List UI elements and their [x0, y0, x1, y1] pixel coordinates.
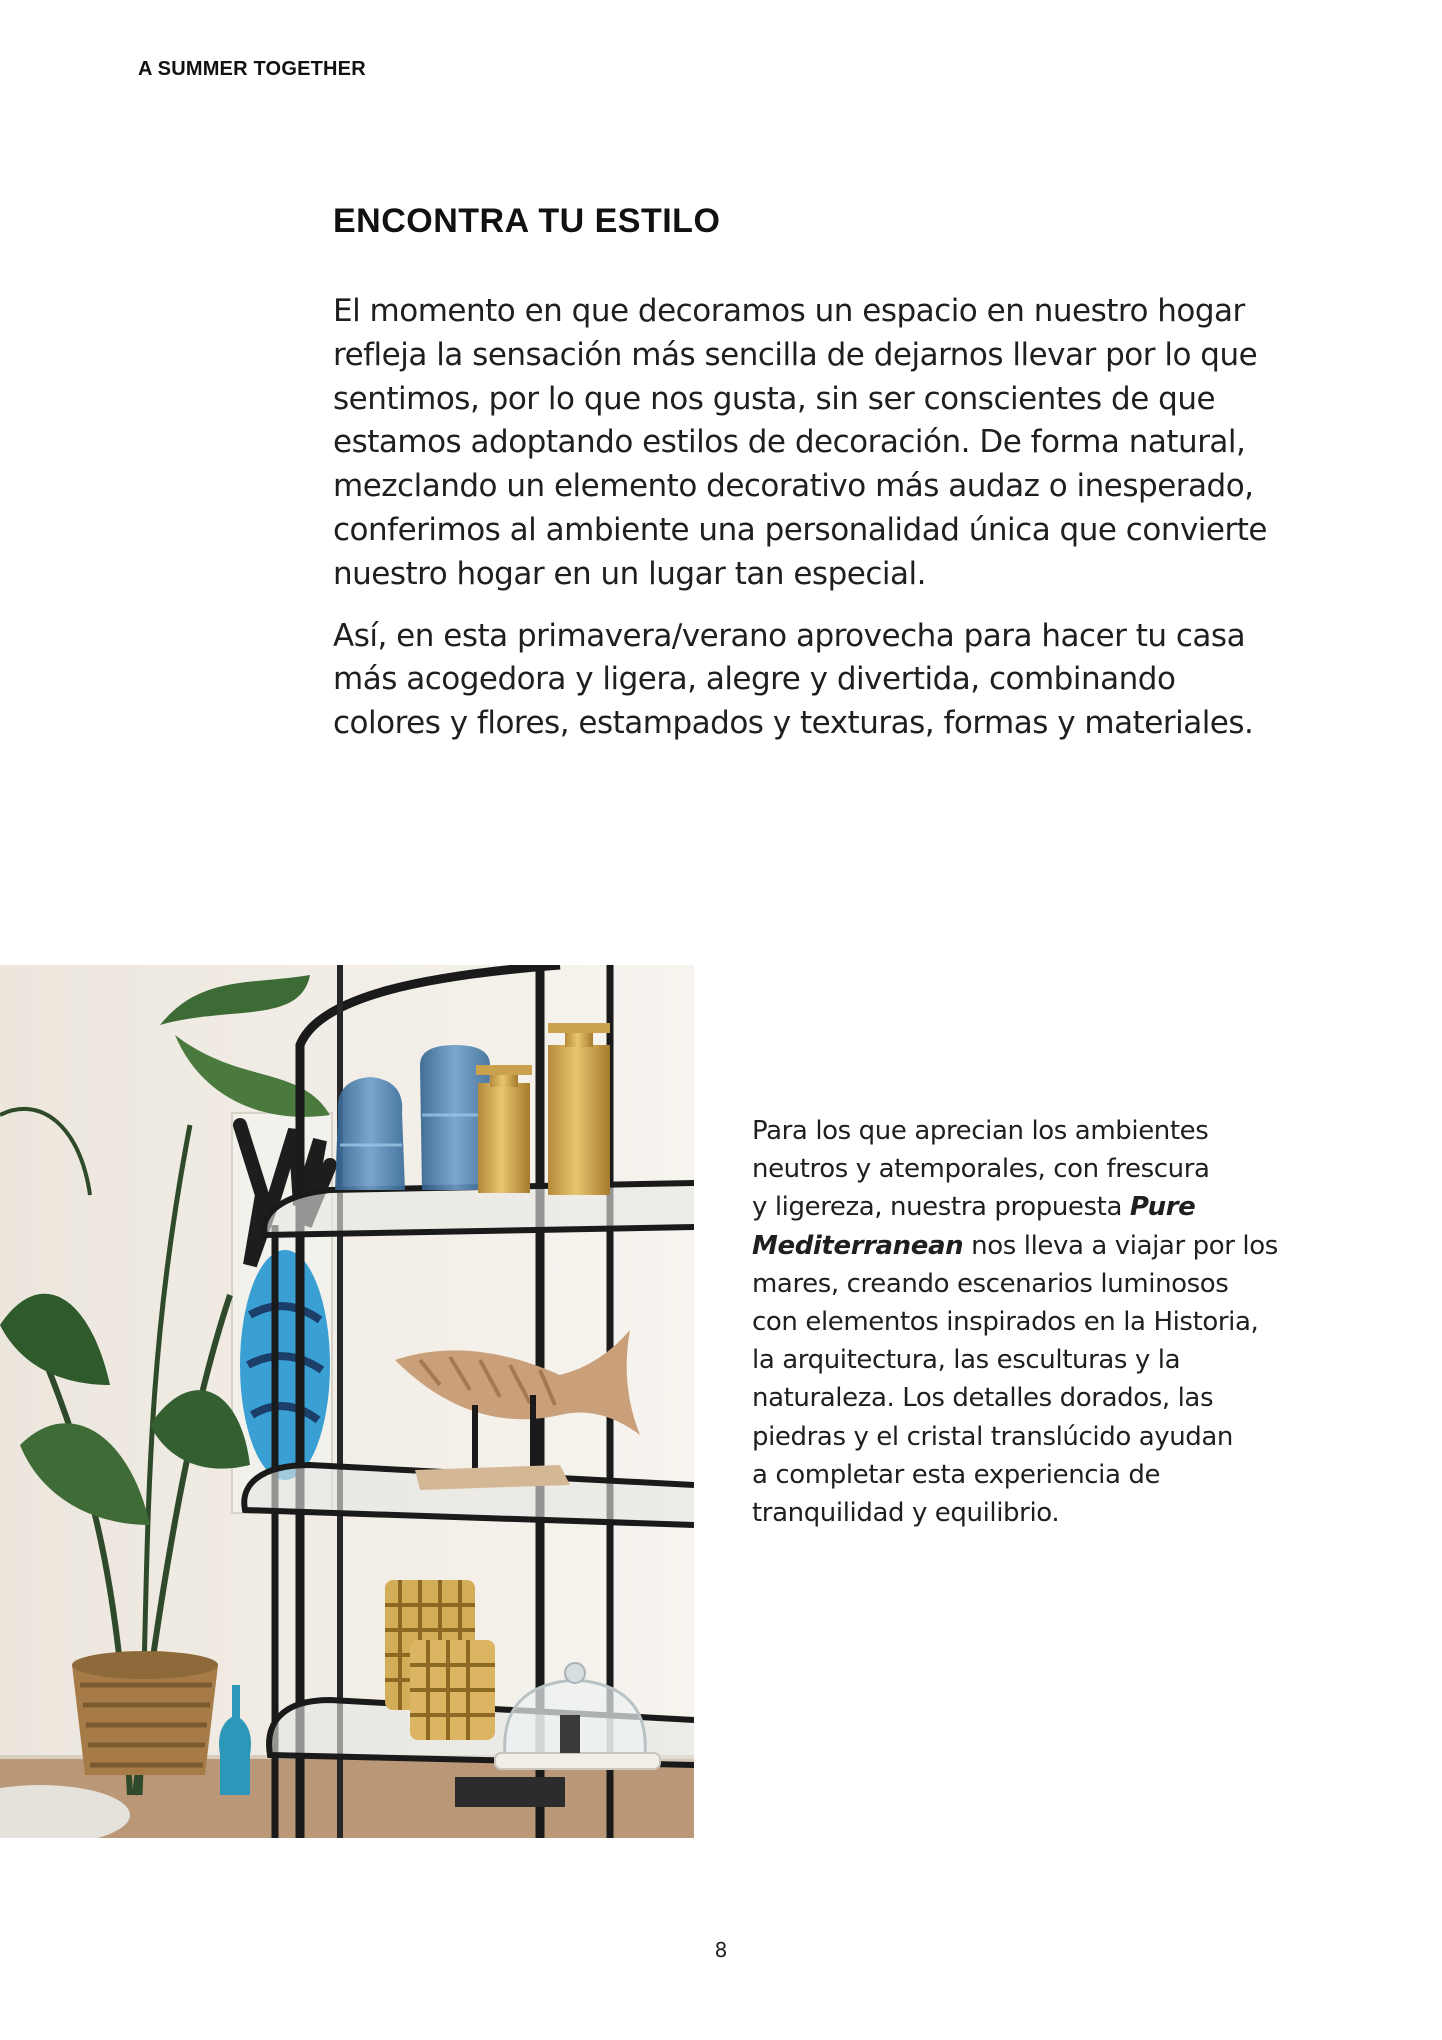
caption-line: [752, 1188, 1412, 1226]
caption-line: [752, 1227, 1412, 1265]
intro-line: refleja la sensación más sencilla de dejarnos llevar por lo que: [333, 336, 1258, 373]
intro-line: sentimos, por lo que nos gusta, sin ser conscientes de que: [333, 380, 1216, 417]
caption-line: a completar esta experiencia de: [752, 1459, 1161, 1490]
style-name-emphasis: Mediterranean: [752, 1230, 964, 1261]
caption-text: nos lleva a viajar por los: [963, 1230, 1278, 1261]
intro-line: Así, en esta primavera/verano aprovecha para hacer tu casa: [333, 617, 1246, 654]
intro-line: conferimos al ambiente una personalidad única que convierte: [333, 511, 1267, 548]
section-title: ENCONTRA TU ESTILO: [333, 202, 721, 240]
intro-text: [333, 290, 1373, 746]
intro-paragraph-1: [333, 290, 1373, 597]
caption-line: piedras y el cristal translúcido ayudan: [752, 1421, 1234, 1452]
style-name-emphasis: Pure: [1129, 1192, 1196, 1223]
caption-line: Para los que aprecian los ambientes: [752, 1116, 1209, 1146]
caption-line: neutros y atemporales, con frescura: [752, 1154, 1210, 1185]
shelf-photo: [0, 965, 694, 1838]
intro-line: mezclando un elemento decorativo más audaz o inesperado,: [333, 468, 1254, 505]
caption-line: tranquilidad y equilibrio.: [752, 1498, 1060, 1529]
caption-line: naturaleza. Los detalles dorados, las: [752, 1383, 1214, 1414]
intro-line: nuestro hogar en un lugar tan especial.: [333, 555, 926, 592]
caption-line: mares, creando escenarios luminosos: [752, 1268, 1229, 1299]
caption-text: y ligereza, nuestra propuesta: [752, 1192, 1130, 1223]
intro-line: El momento en que decoramos un espacio en nuestro hogar: [333, 293, 1245, 329]
intro-paragraph-2: [333, 615, 1373, 746]
intro-line: más acogedora y ligera, alegre y divertida, combinando: [333, 661, 1176, 698]
page-number: 8: [714, 1938, 728, 1962]
style-caption: [752, 1112, 1412, 1532]
caption-line: la arquitectura, las esculturas y la: [752, 1345, 1181, 1376]
intro-line: colores y flores, estampados y texturas, formas y materiales.: [333, 705, 1254, 742]
caption-line: con elementos inspirados en la Historia,: [752, 1307, 1259, 1338]
intro-line: estamos adoptando estilos de decoración. De forma natural,: [333, 424, 1246, 461]
running-head: A SUMMER TOGETHER: [138, 58, 366, 80]
